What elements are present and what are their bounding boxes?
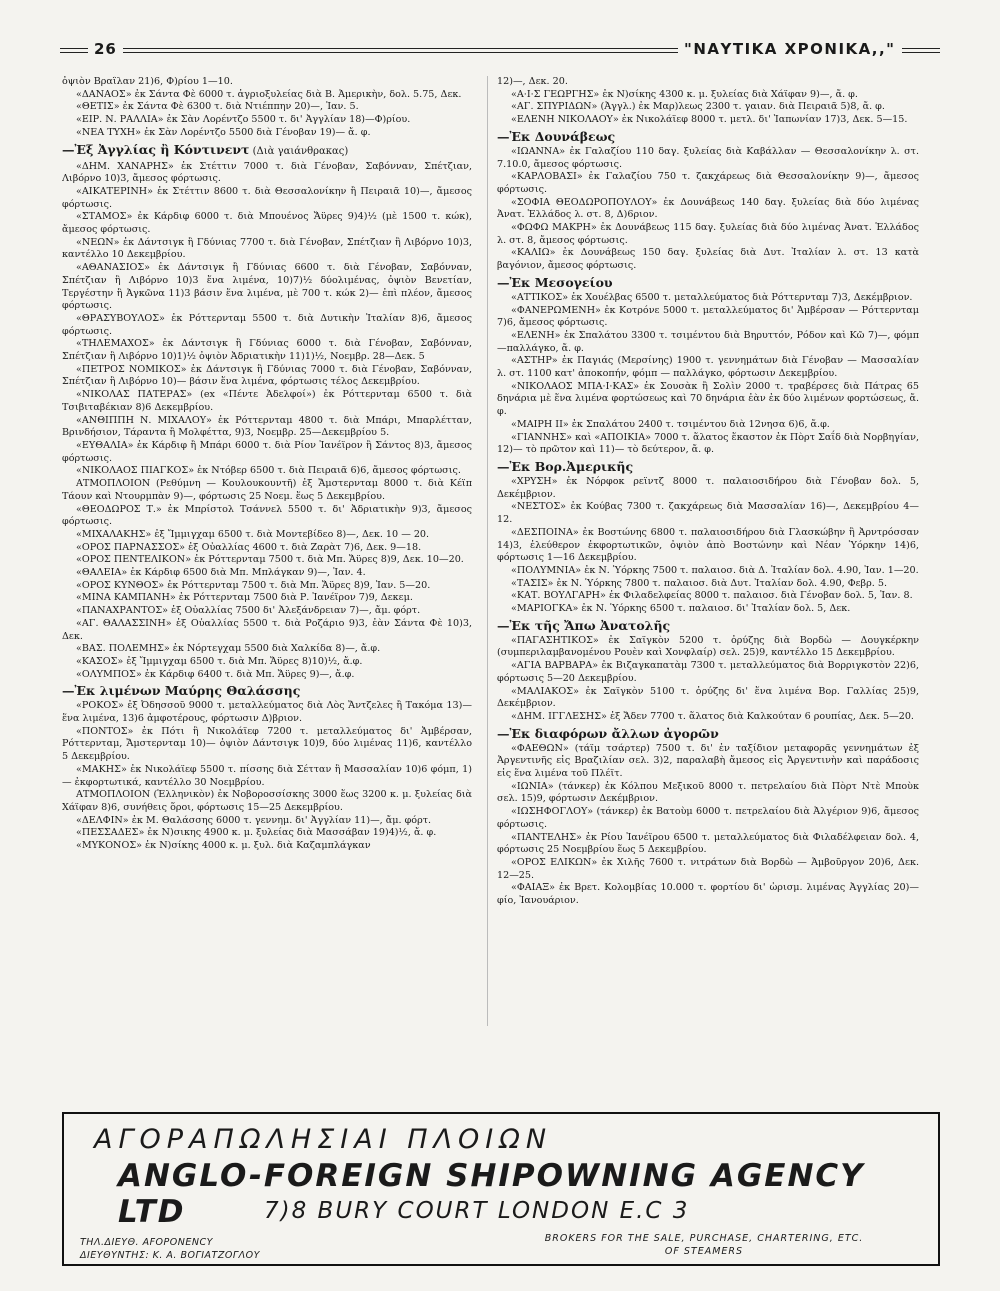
- section-heading-text: —Ἐκ Δουνάβεως: [497, 128, 616, 144]
- charter-entry: «ΑΣΤΗΡ» ἐκ Παγιάς (Μερσίνης) 1900 τ. γεννημάτων διὰ Γένοβαν — Μασσαλίαν λ. στ. 1100 κατ' ἀποκοπήν, φόμπ — παλλάγκο, φόρτωσιν Δεκεμβρίου.: [497, 355, 919, 380]
- charter-entry: «ΚΑΤ. ΒΟΥΛΓΑΡΗ» ἐκ Φιλαδελφείας 8000 τ. παλαιοσ. διὰ Γένοβαν δολ. 5, Ἰαν. 8.: [511, 590, 913, 602]
- charter-entry: «ΘΕΤΙΣ» ἐκ Σάντα Φὲ 6300 τ. διὰ Ντιέππην 20)—, Ἰαν. 5.: [76, 101, 359, 113]
- charter-entry: «ΦΑΕΘΩΝ» (τάϊμ τσάρτερ) 7500 τ. δι' ἐν ταξίδιον μεταφορᾶς γεννημάτων ἐξ Ἀργεντινῆς εἰς Βραζιλίαν σελ. 3)2, παραλαβὴ ἄμεσος εἰς Ἀργεντινὴν καὶ παράδοσις εἰς ἕνα λιμένα τοῦ Πλέϊτ.: [497, 742, 919, 780]
- charter-entry: «ΙΩΣΗΦΟΓΛΟΥ» (τάνκερ) ἐκ Βατοὺμ 6000 τ. πετρελαίου διὰ Ἀλγέριον 9)6, ἄμεσος φόρτωσις.: [497, 806, 919, 830]
- charter-entry: «ΠΑΝΑΧΡΑΝΤΟΣ» ἐξ Οὐαλλίας 7500 δι' Ἀλεξάνδρειαν 7)—, ἄμ. φόρτ.: [76, 605, 421, 617]
- ad-brokers: [484, 1232, 924, 1258]
- section-heading-text: —Ἐκ Μεσογείου: [497, 274, 613, 290]
- charter-entry: «ΑΤΤΙΚΟΣ» ἐκ Χουέλβας 6500 τ. μεταλλεύματος διὰ Ρόττερνταμ 7)3, Δεκέμβριον.: [511, 291, 913, 303]
- section-heading: [497, 725, 919, 742]
- charter-entry: «ΜΑΛΙΑΚΟΣ» ἐκ Σαϊγκὸν 5100 τ. ὀρύζης δι' ἕνα λιμένα Βορ. Γαλλίας 25)9, Δεκέμβριον.: [497, 685, 919, 710]
- charter-entry: «ΦΑΙΑΞ» ἐκ Βρετ. Κολομβίας 10.000 τ. φορτίου δι' ὡρισμ. λιμένας Ἀγγλίας 20)— φίο, Ἰανουάριον.: [497, 882, 919, 907]
- publication-title: "ΝΑΥΤΙΚΑ ΧΡΟΝΙΚΑ,,": [678, 40, 902, 58]
- page-header: [60, 40, 940, 62]
- charter-entry: «ΝΙΚΟΛΑΟΣ ΜΠΑ·Ι·ΚΑΣ» ἐκ Σουσὰκ ἢ Σολὶν 2000 τ. τραβέρσες διὰ Πάτρας 65 δηνάρια μὲ ἕνα λιμένα φορτώσεως καὶ 70 δηνάρια ἐὰν ἐκ δύο λιμένων φορτώσεως, ἄ. φ.: [497, 380, 919, 418]
- column-divider: [487, 76, 488, 1026]
- charter-entry: «ΧΡΥΣΗ» ἐκ Νόρφοκ ρεϊντζ 8000 τ. παλαιοσιδήρου διὰ Γένοβαν δολ. 5, Δεκέμβριον.: [497, 475, 919, 500]
- ad-telegraphic: ΤΗΛ.ΔΙΕΥΘ. AFOPONENCY: [80, 1237, 213, 1248]
- charter-entry: «ΡΟΚΟΣ» ἐξ Ὀδησσοῦ 9000 τ. μεταλλεύματος διὰ Λὸς Ἄντζελες ἢ Τακόμα 13)— ἕνα λιμένα, 13)6 ἀμφοτέρους, φόρτωσιν Δ)βριον.: [62, 700, 472, 725]
- charter-entry: «ΜΑΡΙΟΓΚΑ» ἐκ Ν. Ὑόρκης 6500 τ. παλαιοσ. δι' Ἰταλίαν δολ. 5, Δεκ.: [511, 603, 851, 615]
- charter-entry: «ΚΑΡΛΟΒΑΣΙ» ἐκ Γαλαζίου 750 τ. ζακχάρεως διὰ Θεσσαλονίκην 9)—, ἄμεσος φόρτωσις.: [497, 171, 919, 195]
- charter-entry: «ΜΙΧΑΛΑΚΗΣ» ἐξ Ἴμμιγχαμ 6500 τ. διὰ Μοντεβίδεο 8)—, Δεκ. 10 — 20.: [76, 528, 430, 540]
- charter-entry: «ΘΑΛΕΙΑ» ἐκ Κάρδιφ 6500 διὰ Μπ. Μπλάγκαν 9)—, Ἰαν. 4.: [76, 567, 366, 579]
- charter-entry: «ΔΕΛΦΙΝ» ἐκ Μ. Θαλάσσης 6000 τ. γεννημ. δι' Ἀγγλίαν 11)—, ἄμ. φόρτ.: [76, 814, 432, 826]
- section-heading-text: —Ἐκ διαφόρων ἄλλων ἀγορῶν: [497, 725, 719, 741]
- charter-entry: «ΙΩΝΙΑ» (τάνκερ) ἐκ Κόλπου Μεξικοῦ 8000 τ. πετρελαίου διὰ Πὸρτ Ντὲ Μποὺκ σελ. 15)9, φόρτωσιν Δεκέμβριον.: [497, 780, 919, 805]
- charter-entry: «ΙΩΑΝΝΑ» ἐκ Γαλαζίου 110 δαγ. ξυλείας διὰ Καβάλλαν — Θεσσαλονίκην λ. στ. 7.10.0, ἄμεσος φόρτωσις.: [497, 145, 919, 170]
- charter-entry: «ΟΡΟΣ ΠΕΝΤΕΛΙΚΟΝ» ἐκ Ρόττερνταμ 7500 τ. διὰ Μπ. Ἄϋρες 8)9, Δεκ. 10—20.: [76, 554, 464, 566]
- charter-entry: «ΘΕΟΔΩΡΟΣ Τ.» ἐκ Μπρίστολ Τσάννελ 5500 τ. δι' Ἀδριατικὴν 9)3, ἄμεσος φόρτωσις.: [62, 503, 472, 528]
- section-heading-text: —Ἐκ λιμένων Μαύρης Θαλάσσης: [62, 683, 301, 699]
- ad-brokers-line1: BROKERS FOR THE SALE, PURCHASE, CHARTERING, ETC.: [544, 1233, 864, 1244]
- ad-company-name: ANGLO-FOREIGN SHIPOWNING AGENCY LTD: [118, 1158, 865, 1230]
- charter-entry: «ΟΡΟΣ ΕΛΙΚΩΝ» ἐκ Χιλῆς 7600 τ. νιτράτων διὰ Βορδὼ — Ἀμβοῦργον 20)6, Δεκ. 12—25.: [497, 856, 919, 881]
- charter-entry: «ΕΥΘΑΛΙΑ» ἐκ Κάρδιφ ἢ Μπάρι 6000 τ. διὰ Ρίον Ἰανέϊρον ἢ Σάντος 8)3, ἄμεσος φόρτωσις.: [62, 439, 472, 464]
- charter-entry: «ΕΙΡ. Ν. ΡΑΛΛΙΑ» ἐκ Σὰν Λορέντζο 5500 τ. δι' Ἀγγλίαν 18)—Φ)ρίου.: [76, 114, 411, 126]
- charter-entry: «ΠΕΣΣΑΔΕΣ» ἐκ Ν)σικης 4900 κ. μ. ξυλείας διὰ Μασσάβαν 19)4)½, ἄ. φ.: [76, 827, 437, 839]
- charter-entry: «ΟΡΟΣ ΚΥΝΘΟΣ» ἐκ Ρόττερνταμ 7500 τ. διὰ Μπ. Ἄϋρες 8)9, Ἰαν. 5—20.: [76, 579, 431, 591]
- charter-entry: «ΑΘΑΝΑΣΙΟΣ» ἐκ Δάντσιγκ ἢ Γδύνιας 6600 τ. διὰ Γένοβαν, Σαβόνναν, Σπέτζιαν ἢ Λιβόρνο 10)3 ἕνα λιμένα, 10)7)½ δύολιμένας, ὀψιὸν Βενετίαν, Τεργέστην ἢ Ἀγκῶνα 11)3 βάσιν ἕνα λιμένα, μὲ 700 τ. κώκ 2)— ἐπὶ πλέον, ἄμεσος φόρτωσις.: [62, 262, 472, 312]
- charter-entry: «Α·Ι·Σ ΓΕΩΡΓΗΣ» ἐκ Ν)σίκης 4300 κ. μ. ξυλείας διὰ Χάϊφαν 9)—, ἄ. φ.: [511, 88, 858, 100]
- charter-entry: «ΜΑΚΗΣ» ἐκ Νικολάϊεφ 5500 τ. πίσσης διὰ Σέτταν ἢ Μασσαλίαν 10)6 φόμπ, 1)— ἐκφορτωτικά, καντέλλο 30 Νοεμβρίου.: [62, 763, 472, 788]
- charter-entry: «ΣΤΑΜΟΣ» ἐκ Κάρδιφ 6000 τ. διὰ Μπουένος Ἄϋρες 9)4)½ (μὲ 1500 τ. κώκ), ἄμεσος φόρτωσις.: [62, 211, 472, 236]
- section-heading: [497, 274, 919, 291]
- charter-entry: ΑΤΜΟΠΛΟΙΟΝ (Ρεθύμνη — Κουλουκουντῆ) ἐξ Ἄμστερνταμ 8000 τ. διὰ Κέϊπ Τάουν καὶ Ντουρμπὰν 9)—, φόρτωσις 25 Νοεμ. ἕως 5 Δεκεμβρίου.: [62, 478, 472, 502]
- charter-entry: «ΝΙΚΟΛΑΟΣ ΠΙΑΓΚΟΣ» ἐκ Ντόβερ 6500 τ. διὰ Πειραιᾶ 6)6, ἄμεσος φόρτωσις.: [76, 465, 461, 477]
- section-heading: [497, 617, 919, 634]
- right-column: [497, 76, 919, 1026]
- charter-entry: «ΒΑΣ. ΠΟΛΕΜΗΣ» ἐκ Νόρτεγχαμ 5500 διὰ Χαλκίδα 8)—, ἄ.φ.: [76, 643, 381, 655]
- charter-entry: «ΠΑΓΑΣΗΤΙΚΟΣ» ἐκ Σαϊγκὸν 5200 τ. ὀρύζης διὰ Βορδὼ — Δουγκέρκην (συμπεριλαμβανομένου Ρουὲν καὶ Χονφλαίρ) σελ. 25)9, καντέλλο 15 Δεκεμβρίου.: [497, 634, 919, 659]
- ad-director: ΔΙΕΥΘΥΝΤΗΣ: Κ. Α. ΒΟΓΙΑΤΖΟΓΛΟΥ: [80, 1250, 260, 1261]
- ad-greek-heading: ΑΓΟΡΑΠΩΛΗΣΙΑΙ ΠΛΟΙΩΝ: [94, 1124, 553, 1155]
- charter-entry: «ΕΛΕΝΗ» ἐκ Σπαλάτου 3300 τ. τσιμέντου διὰ Βηρυττόν, Ρόδον καὶ Κῶ 7)—, φόμπ—παλλάγκο, ἄ. φ.: [497, 329, 919, 354]
- charter-entry: «ΟΡΟΣ ΠΑΡΝΑΣΣΟΣ» ἐξ Οὐαλλίας 4600 τ. διὰ Ζαρὰτ 7)6, Δεκ. 9—18.: [76, 541, 422, 553]
- charter-entry: «ΜΑΙΡΗ ΙΙ» ἐκ Σπαλάτου 2400 τ. τσιμέντου διὰ 12νησα 6)6, ἄ.φ.: [511, 418, 830, 430]
- page-number: 26: [88, 40, 123, 58]
- left-column: [62, 76, 472, 1026]
- charter-entry: «ΝΕΣΤΟΣ» ἐκ Κούβας 7300 τ. ζακχάρεως διὰ Μασσαλίαν 16)—, Δεκεμβρίου 4—12.: [497, 501, 919, 526]
- charter-entry: ΑΤΜΟΠΛΟΙΟΝ (Ἑλληνικὸν) ἐκ Νοβοροσσίσκης 3000 ἕως 3200 κ. μ. ξυλείας διὰ Χάϊφαν 8)6, συνήθεις ὅροι, φόρτωσις 15—25 Δεκεμβρίου.: [62, 789, 472, 813]
- charter-entry: «ΔΗΜ. ΙΓΓΛΕΣΗΣ» ἐξ Ἄδεν 7700 τ. ἅλατος διὰ Καλκούταν 6 ρουπίας, Δεκ. 5—20.: [511, 710, 914, 722]
- section-heading-note: (Διὰ γαιάνθρακας): [249, 145, 349, 157]
- charter-entry: «ΠΟΛΥΜΝΙΑ» ἐκ Ν. Ὑόρκης 7500 τ. παλαιοσ. διὰ Δ. Ἰταλίαν δολ. 4.90, Ἰαν. 1—20.: [511, 564, 919, 576]
- charter-entry: «ΤΗΛΕΜΑΧΟΣ» ἐκ Δάντσιγκ ἢ Γδύνιας 6000 τ. διὰ Γένοβαν, Σαβόνναν, Σπέτζιαν ἢ Λιβόρνο 10)1)½ ὀψιὸν Ἀδριατικὴν 11)1)½, Νοεμβρ. 28—Δεκ. 5: [62, 338, 472, 363]
- charter-entry: «ΜΙΝΑ ΚΑΜΠΑΝΗ» ἐκ Ρόττερνταμ 7500 διὰ Ρ. Ἰανέϊρον 7)9, Δεκεμ.: [76, 592, 413, 604]
- advertisement-box: [62, 1112, 940, 1266]
- section-heading: [497, 458, 919, 475]
- charter-entry: «ΑΓ. ΣΠΥΡΙΔΩΝ» (Ἀγγλ.) ἐκ Μαρ)λεως 2300 τ. γαιαν. διὰ Πειραιᾶ 5)8, ἄ. φ.: [511, 101, 885, 113]
- charter-entry: «ΕΛΕΝΗ ΝΙΚΟΛΑΟΥ» ἐκ Νικολάϊεφ 8000 τ. μετλ. δι' Ἰαπωνίαν 17)3, Δεκ. 5—15.: [511, 114, 908, 126]
- section-heading-text: —Ἐκ Βορ.Ἀμερικῆς: [497, 458, 634, 474]
- ad-contact: [80, 1236, 260, 1262]
- ad-address: 7)8 BURY COURT LONDON E.C 3: [264, 1198, 690, 1224]
- charter-entry: 12)—, Δεκ. 20.: [497, 76, 568, 87]
- section-heading: [62, 682, 472, 699]
- charter-entry: «ΘΡΑΣΥΒΟΥΛΟΣ» ἐκ Ρόττερνταμ 5500 τ. διὰ Δυτικὴν Ἰταλίαν 8)6, ἄμεσος φόρτωσις.: [62, 312, 472, 337]
- charter-entry: «ΚΑΣΟΣ» ἐξ Ἴμμιγχαμ 6500 τ. διὰ Μπ. Ἄϋρες 8)10)½, ἄ.φ.: [76, 655, 363, 667]
- charter-entry: «ΔΑΝΑΟΣ» ἐκ Σάντα Φὲ 6000 τ. ἀγριοξυλείας διὰ Β. Ἀμερικὴν, δολ. 5.75, Δεκ.: [76, 88, 462, 100]
- charter-entry: «ΜΥΚΟΝΟΣ» ἐκ Ν)σίκης 4000 κ. μ. ξυλ. διὰ Καζαμπλάγκαν: [76, 840, 371, 852]
- charter-entry: «ΑΙΚΑΤΕΡΙΝΗ» ἐκ Στέττιν 8600 τ. διὰ Θεσσαλονίκην ἢ Πειραιᾶ 10)—, ἄμεσος φόρτωσις.: [62, 185, 472, 210]
- charter-entry: «ΓΙΑΝΝΗΣ» καὶ «ΑΠΟΙΚΙΑ» 7000 τ. ἅλατος ἕκαστον ἐκ Πὸρτ Σαΐδ διὰ Νορβηγίαν, 12)— τὸ πρῶτον καὶ 11)— τὸ δεύτερον, ἄ. φ.: [497, 431, 919, 456]
- charter-entry: «ΟΛΥΜΠΟΣ» ἐκ Κάρδιφ 6400 τ. διὰ Μπ. Ἄϋρες 9)—, ἄ.φ.: [76, 668, 355, 680]
- section-heading: [62, 141, 472, 160]
- charter-entry: «ΠΟΝΤΟΣ» ἐκ Πότι ἢ Νικολάϊεφ 7200 τ. μεταλλεύματος δι' Ἀμβέρσαν, Ρόττερνταμ, Ἄμστερνταμ 10)— ὀψιὸν Δάντσιγκ 10)9, δύο λιμένας 11)6, καντέλλο 5 Δεκεμβρίου.: [62, 725, 472, 763]
- charter-entry: «ΑΓ. ΘΑΛΑΣΣΙΝΗ» ἐξ Οὐαλλίας 5500 τ. διὰ Ροζάριο 9)3, ἐὰν Σάντα Φὲ 10)3, Δεκ.: [62, 617, 472, 642]
- charter-entry: «ΠΑΝΤΕΛΗΣ» ἐκ Ρίου Ἰανέϊρου 6500 τ. μεταλλεύματος διὰ Φιλαδέλφειαν δολ. 4, φόρτωσις 25 Νοεμβρίου ἕως 5 Δεκεμβρίου.: [497, 831, 919, 856]
- charter-entry: ὀψιὸν Βραΐλαν 21)6, Φ)ρίου 1—10.: [62, 76, 233, 87]
- charter-entry: «ΝΕΩΝ» ἐκ Δάντσιγκ ἢ Γδύνιας 7700 τ. διὰ Γένοβαν, Σπέτζιαν ἢ Λιβόρνο 10)3, καντέλλο 10 Δεκεμβρίου.: [62, 236, 472, 261]
- charter-entry: «ΝΙΚΟΛΑΣ ΠΑΤΕΡΑΣ» (ex «Πέντε Ἀδελφοί») ἐκ Ρόττερνταμ 6500 τ. διὰ Τσιβιταβέκιαν 8)6 Δεκεμβρίου.: [62, 389, 472, 413]
- charter-entry: «ΤΑΣΙΣ» ἐκ Ν. Ὑόρκης 7800 τ. παλαιοσ. διὰ Δυτ. Ἰταλίαν δολ. 4.90, Φεβρ. 5.: [511, 577, 887, 589]
- charter-entry: «ΑΓΙΑ ΒΑΡΒΑΡΑ» ἐκ Βιζαγκαπατὰμ 7300 τ. μεταλλεύματος διὰ Βορριγκστὸν 22)6, φόρτωσις 5—20 Δεκεμβρίου.: [497, 660, 919, 684]
- charter-entry: «ΠΕΤΡΟΣ ΝΟΜΙΚΟΣ» ἐκ Δάντσιγκ ἢ Γδύνιας 7000 τ. διὰ Γένοβαν, Σαβόνναν, Σπέτζιαν ἢ Λιβόρνο 10)— βάσιν ἕνα λιμένα, φόρτωσις τέλος Δεκεμβρίου.: [62, 363, 472, 388]
- charter-entry: «ΦΑΝΕΡΩΜΕΝΗ» ἐκ Κοτρόνε 5000 τ. μεταλλεύματος δι' Ἀμβέρσαν — Ρόττερνταμ 7)6, ἄμεσος φόρτωσις.: [497, 304, 919, 329]
- section-heading-text: —Ἐκ τῆς Ἄπω Ἀνατολῆς: [497, 617, 671, 633]
- charter-entry: «ΔΕΣΠΟΙΝΑ» ἐκ Βοστώνης 6800 τ. παλαιοσιδήρου διὰ Γλασκώβην ἢ Ἀρντρόσσαν 14)3, ἐλεύθερον ἐκφορτωτικῶν, ὀψιὸν ἀπὸ Βοστώνην καὶ Νέαν Ὑόρκην 14)6, φόρτωσις 1—16 Δεκεμβρίου.: [497, 526, 919, 564]
- charter-entry: «ΔΗΜ. ΧΑΝΑΡΗΣ» ἐκ Στέττιν 7000 τ. διὰ Γένοβαν, Σαβόνναν, Σπέτζιαν, Λιβόρνο 10)3, ἄμεσος φόρτωσις.: [62, 160, 472, 185]
- charter-entry: «ΣΟΦΙΑ ΘΕΟΔΩΡΟΠΟΥΛΟΥ» ἐκ Δουνάβεως 140 δαγ. ξυλείας διὰ δύο λιμένας Ἀνατ. Ἑλλάδος λ. στ. 8, Δ)6ριον.: [497, 196, 919, 221]
- charter-entry: «ΚΑΛΙΩ» ἐκ Δουνάβεως 150 δαγ. ξυλείας διὰ Δυτ. Ἰταλίαν λ. στ. 13 κατὰ βαγόνιον, ἄμεσος φόρτωσις.: [497, 247, 919, 272]
- section-heading-text: —Ἐξ Ἀγγλίας ἢ Κόντινεντ: [62, 141, 250, 157]
- ad-brokers-line2: OF STEAMERS: [664, 1246, 744, 1257]
- charter-entry: «ΑΝΘΙΠΠΗ Ν. ΜΙΧΑΛΟΥ» ἐκ Ρόττερνταμ 4800 τ. διὰ Μπάρι, Μπαρλέτταν, Βρινδήσιον, Τάραντα ἢ Μολφέττα, 9)3, Νοεμβρ. 25—Δεκεμβρίου 5.: [62, 414, 472, 439]
- section-heading: [497, 128, 919, 145]
- charter-entry: «ΝΕΑ ΤΥΧΗ» ἐκ Σὰν Λορέντζο 5500 διὰ Γένοβαν 19)— ἄ. φ.: [76, 126, 371, 138]
- charter-entry: «ΦΩΦΩ ΜΑΚΡΗ» ἐκ Δουνάβεως 115 δαγ. ξυλείας διὰ δύο λιμένας Ἀνατ. Ἑλλάδος λ. στ. 8, ἄμεσος φόρτωσις.: [497, 222, 919, 246]
